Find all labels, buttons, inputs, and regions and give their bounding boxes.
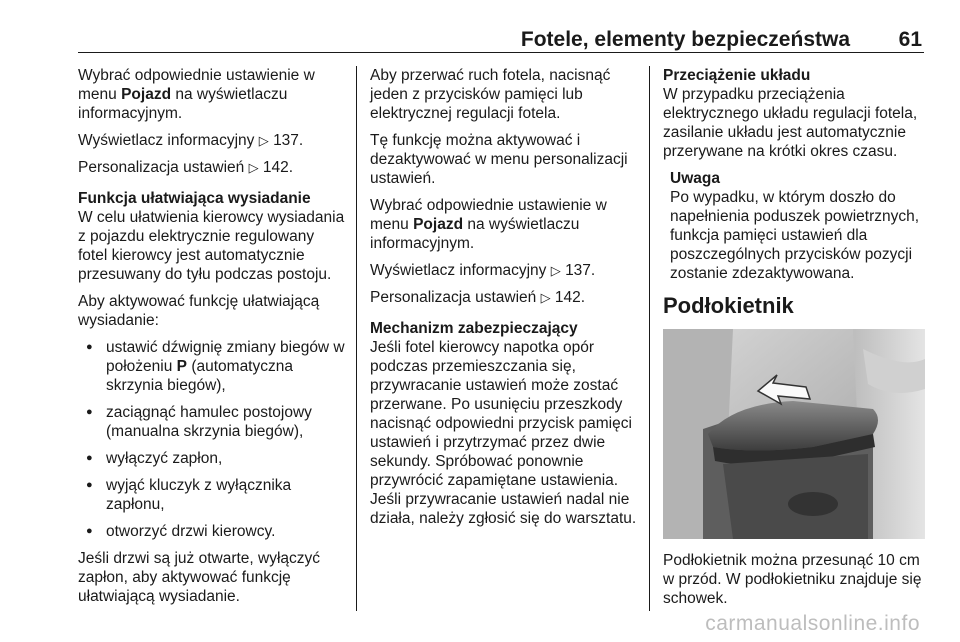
paragraph: Aby aktywować funkcję ułatwiającą wysiadanie: [78,293,320,329]
note-text: Po wypadku, w którym doszło do napełnienia poduszek powietrznych, funkcja pamięci ustawień dla poszczególnych przycisków pozycji zostanie zdezaktywowana. [670,189,920,282]
cross-reference: Wyświetlacz informacyjny ▷ 137. [370,262,596,279]
paragraph: Podłokietnik można przesunąć 10 cm w przód. W podłokietniku znajduje się schowek. [663,552,922,607]
section-heading: Przeciążenie układu [663,67,811,84]
paragraph: Wybrać odpowiednie ustawienie w menu Pojazd na wyświetlaczu informacyjnym. [78,67,315,122]
page-ref-link[interactable]: 137. [273,132,304,149]
column-divider [649,66,650,611]
column-divider [356,66,357,611]
column-2 [370,66,638,536]
page-title: Fotele, elementy bezpieczeństwa [520,28,850,51]
chapter-heading: Podłokietnik [663,293,794,318]
section-heading: Funkcja ułatwiająca wysiadanie [78,190,311,207]
menu-name: Pojazd [121,86,172,103]
column-1 [78,66,346,614]
triangle-right-icon: ▷ [258,133,269,148]
triangle-right-icon: ▷ [540,290,551,305]
triangle-right-icon: ▷ [550,263,561,278]
triangle-right-icon: ▷ [248,160,259,175]
cross-reference: Wyświetlacz informacyjny ▷ 137. [78,132,304,149]
paragraph: Jeśli fotel kierowcy napotka opór podczas przemieszczania się, przywracanie ustawień może zostać przerwane. Po usunięciu przeszkody nacisnąć odpowiedni przycisk pamięci ustawień i przytrzymać przez dwie sekundy. Spróbować ponownie przywrócić zapamiętane ustawienia. Jeśli przywracanie ustawień nadal nie działa, należy zgłosić się do warsztatu. [370,339,637,527]
watermark: carmanualsonline.info [705,612,920,635]
paragraph: Wybrać odpowiednie ustawienie w menu Pojazd na wyświetlaczu informacyjnym. [370,197,607,252]
note-box [670,169,928,283]
armrest-illustration [663,329,925,539]
list-item: ● wyjąć kluczyk z wyłącznika zapłonu, [78,476,346,514]
list-item: ● otworzyć drzwi kierowcy. [78,522,346,541]
cross-reference: Personalizacja ustawień ▷ 142. [78,159,294,176]
page-ref-link[interactable]: 142. [262,159,294,176]
paragraph: W przypadku przeciążenia elektrycznego układu regulacji fotela, zasilanie układu jest automatycznie przerywane na krótki okres czasu. [663,86,918,160]
page-number: 61 [898,28,922,51]
list-item: ● ustawić dźwignię zmiany biegów w położeniu P (automatyczna skrzynia biegów), [78,338,346,395]
bullet-list [78,338,346,541]
paragraph: Aby przerwać ruch fotela, nacisnąć jeden z przycisków pamięci lub elektrycznej regulacji fotela. [370,67,611,122]
page-header [78,20,924,53]
column-3 [663,66,928,616]
paragraph: W celu ułatwienia kierowcy wysiadania z pojazdu elektrycznie regulowany fotel kierowcy jest automatycznie przesuwany do tyłu podczas postoju. [78,209,345,283]
page-ref-link[interactable]: 137. [565,262,596,279]
section-heading: Mechanizm zabezpieczający [370,320,578,337]
menu-name: Pojazd [413,216,464,233]
paragraph: Tę funkcję można aktywować i dezaktywować w menu personalizacji ustawień. [370,132,628,187]
list-item: ● wyłączyć zapłon, [78,449,346,468]
list-item: ● zaciągnąć hamulec postojowy (manualna skrzynia biegów), [78,403,346,441]
paragraph: Jeśli drzwi są już otwarte, wyłączyć zapłon, aby aktywować funkcję ułatwiającą wysiadanie. [78,550,321,605]
cross-reference: Personalizacja ustawień ▷ 142. [370,289,586,306]
note-title: Uwaga [670,170,720,187]
page-ref-link[interactable]: 142. [554,289,586,306]
